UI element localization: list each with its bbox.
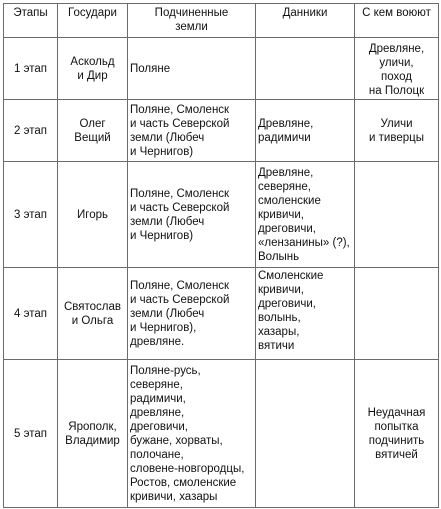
wars-cell: Древляне, уличи, поход на Полоцк xyxy=(355,38,439,100)
header-row xyxy=(4,4,439,38)
wars-cell xyxy=(355,162,439,268)
wars-cell xyxy=(355,268,439,360)
wars-cell: Уличи и тиверцы xyxy=(355,100,439,162)
history-table xyxy=(3,3,439,508)
header-stages: Этапы xyxy=(4,4,58,38)
table-row xyxy=(4,360,439,508)
ruler-cell: Святослав и Ольга xyxy=(58,268,128,360)
table-row xyxy=(4,268,439,360)
stage-cell: 4 этап xyxy=(4,268,58,360)
ruler-cell: Ярополк, Владимир xyxy=(58,360,128,508)
ruler-cell: Игорь xyxy=(58,162,128,268)
stage-cell: 1 этап xyxy=(4,38,58,100)
ruler-cell: Аскольд и Дир xyxy=(58,38,128,100)
subject-lands-cell: Поляне xyxy=(128,38,256,100)
subject-lands-cell: Поляне, Смоленск и часть Северской земли (Любеч и Чернигов) xyxy=(128,100,256,162)
tributaries-cell: Древляне, северяне, смоленские кривичи, дреговичи, «лензанины» (?), Волынь xyxy=(256,162,355,268)
stage-cell: 3 этап xyxy=(4,162,58,268)
tributaries-cell xyxy=(256,360,355,508)
header-subject-lands: Подчиненные земли xyxy=(128,4,256,38)
subject-lands-cell: Поляне-русь, северяне, радимичи, древляне, дреговичи, бужане, хорваты, полочане, словене-новгородцы, Ростов, смоленские кривичи, хазары xyxy=(128,360,256,508)
header-rulers: Государи xyxy=(58,4,128,38)
stage-cell: 2 этап xyxy=(4,100,58,162)
subject-lands-cell: Поляне, Смоленск и часть Северской земли (Любеч и Чернигов), древляне. xyxy=(128,268,256,360)
header-wars: С кем воюют xyxy=(355,4,439,38)
table-row xyxy=(4,162,439,268)
wars-cell: Неудачная попытка подчинить вятичей xyxy=(355,360,439,508)
tributaries-cell: Древляне, радимичи xyxy=(256,100,355,162)
tributaries-cell: Смоленские кривичи, дреговичи, волынь, хазары, вятичи xyxy=(256,268,355,360)
subject-lands-cell: Поляне, Смоленск и часть Северской земли (Любеч и Чернигов) xyxy=(128,162,256,268)
header-tributaries: Данники xyxy=(256,4,355,38)
stage-cell: 5 этап xyxy=(4,360,58,508)
table-row xyxy=(4,38,439,100)
table-row xyxy=(4,100,439,162)
table-wrapper xyxy=(3,3,439,508)
tributaries-cell xyxy=(256,38,355,100)
ruler-cell: Олег Вещий xyxy=(58,100,128,162)
